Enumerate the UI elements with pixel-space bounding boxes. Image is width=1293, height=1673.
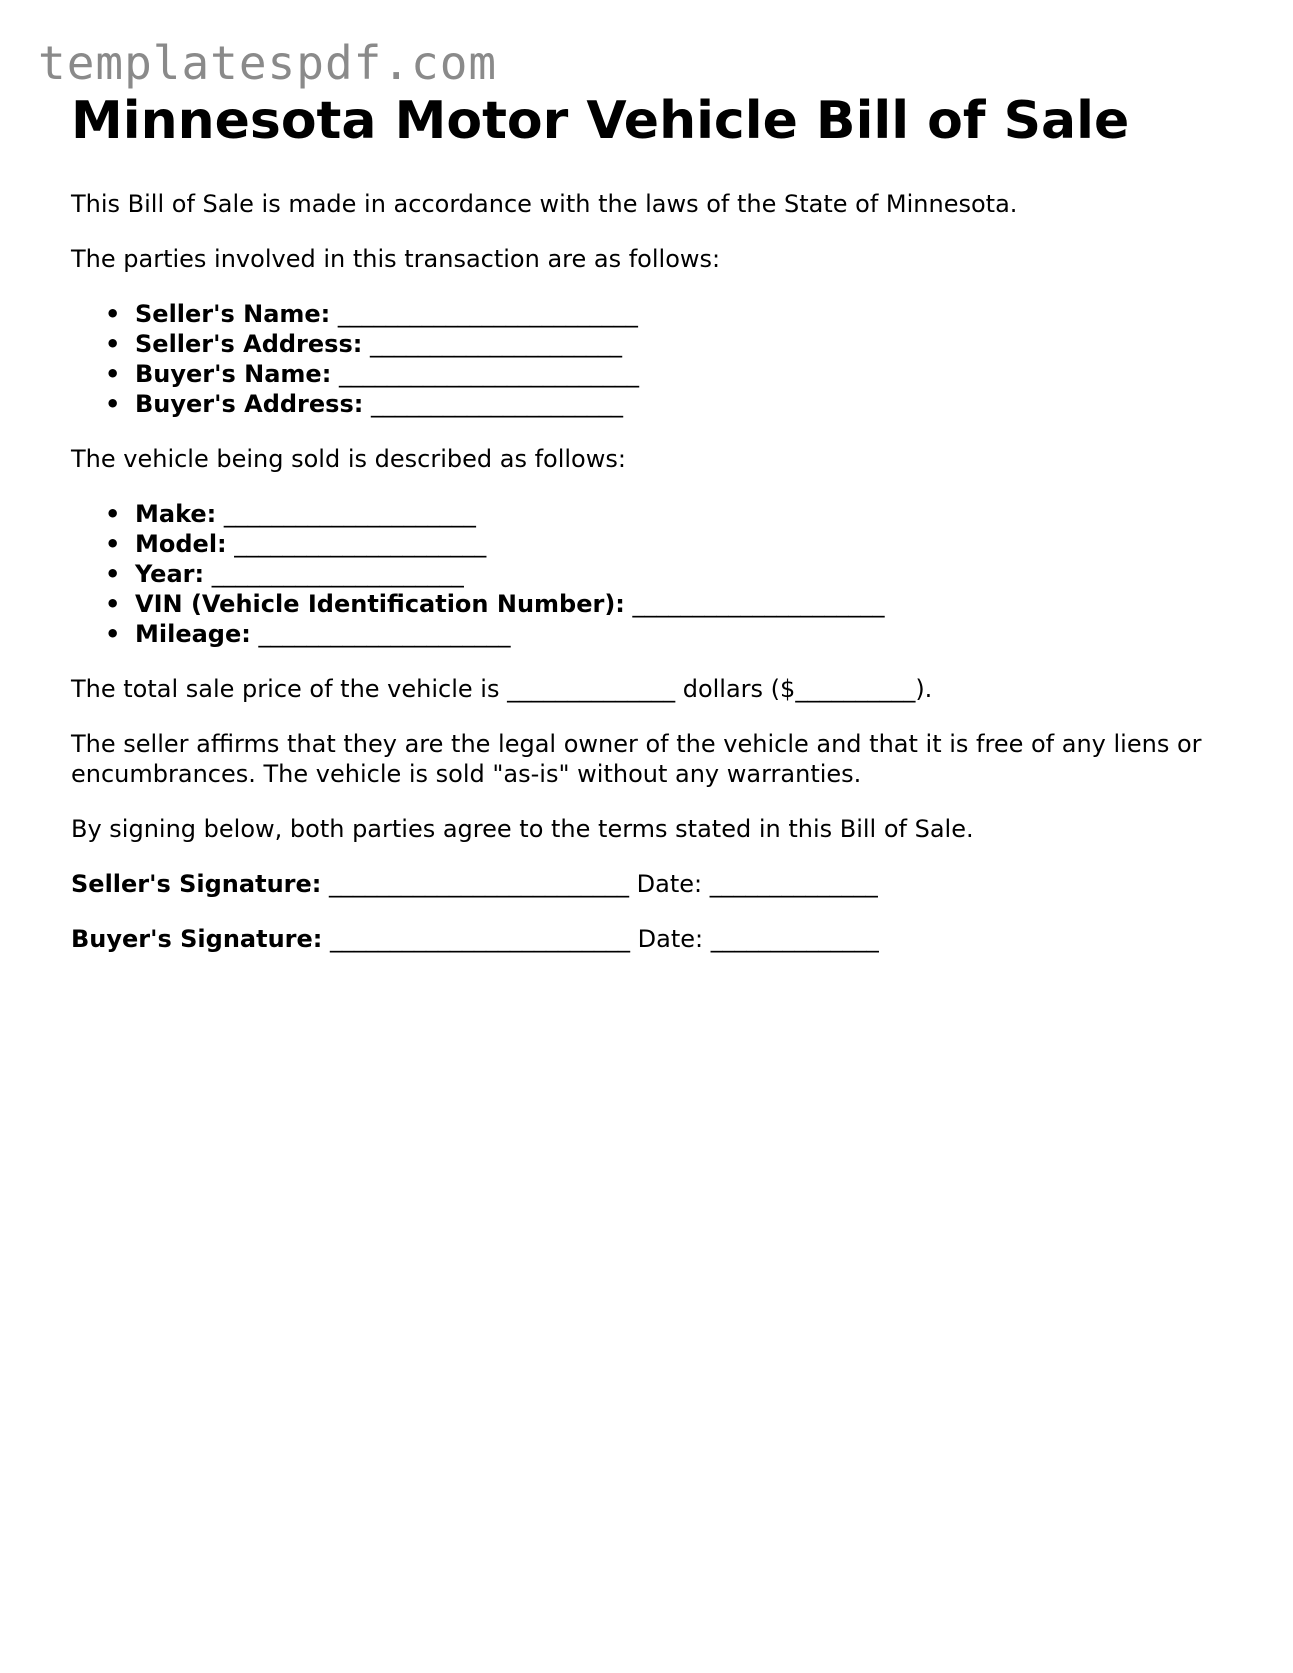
field-label: Buyer's Address: xyxy=(135,390,364,418)
intro-paragraph: This Bill of Sale is made in accordance with the laws of the State of Minnesota. xyxy=(71,190,1018,218)
vin-field xyxy=(135,589,1231,619)
mileage-field xyxy=(135,619,1231,649)
signature-label: Buyer's Signature: xyxy=(71,925,323,953)
signature-blank: _________________________ xyxy=(330,925,631,953)
parties-list xyxy=(71,299,1231,419)
field-label: Buyer's Name: xyxy=(135,360,332,388)
fill-in-blank: _________________________ xyxy=(337,300,638,328)
field-label: Seller's Address: xyxy=(135,330,363,358)
make-field xyxy=(135,499,1231,529)
buyer-name-field xyxy=(135,359,1231,389)
fill-in-blank: _____________________ xyxy=(369,330,622,358)
vehicle-list xyxy=(71,499,1231,649)
sale-price-paragraph: The total sale price of the vehicle is ______________ dollars ($__________). xyxy=(71,675,933,703)
document-body xyxy=(71,88,1231,954)
model-field xyxy=(135,529,1231,559)
seller-signature-line xyxy=(71,869,1231,899)
date-blank: ______________ xyxy=(710,925,879,953)
vehicle-intro: The vehicle being sold is described as follows: xyxy=(71,445,626,473)
seller-address-field xyxy=(135,329,1231,359)
year-field xyxy=(135,559,1231,589)
fill-in-blank: _____________________ xyxy=(370,390,623,418)
affirmation-paragraph: The seller affirms that they are the legal owner of the vehicle and that it is free of any liens or encumbrances. The vehicle is sold "as-is" without any warranties. xyxy=(71,730,1202,788)
fill-in-blank: _____________________ xyxy=(211,560,464,588)
agreement-paragraph: By signing below, both parties agree to the terms stated in this Bill of Sale. xyxy=(71,815,974,843)
watermark-logo: templatespdf.com xyxy=(38,36,498,90)
fill-in-blank: _________________________ xyxy=(338,360,639,388)
seller-name-field xyxy=(135,299,1231,329)
date-label: Date: xyxy=(636,870,703,898)
field-label: Make: xyxy=(135,500,217,528)
date-blank: ______________ xyxy=(709,870,878,898)
field-label: Seller's Name: xyxy=(135,300,331,328)
parties-intro: The parties involved in this transaction are as follows: xyxy=(71,245,721,273)
fill-in-blank: _____________________ xyxy=(258,620,511,648)
buyer-signature-line xyxy=(71,924,1231,954)
date-label: Date: xyxy=(637,925,704,953)
field-label: Mileage: xyxy=(135,620,251,648)
fill-in-blank: _____________________ xyxy=(632,590,885,618)
field-label: VIN (Vehicle Identification Number): xyxy=(135,590,625,618)
buyer-address-field xyxy=(135,389,1231,419)
field-label: Year: xyxy=(135,560,205,588)
document-title: Minnesota Motor Vehicle Bill of Sale xyxy=(71,91,1130,151)
fill-in-blank: _____________________ xyxy=(223,500,476,528)
field-label: Model: xyxy=(135,530,227,558)
signature-blank: _________________________ xyxy=(329,870,629,898)
fill-in-blank: _____________________ xyxy=(234,530,487,558)
signature-label: Seller's Signature: xyxy=(71,870,322,898)
